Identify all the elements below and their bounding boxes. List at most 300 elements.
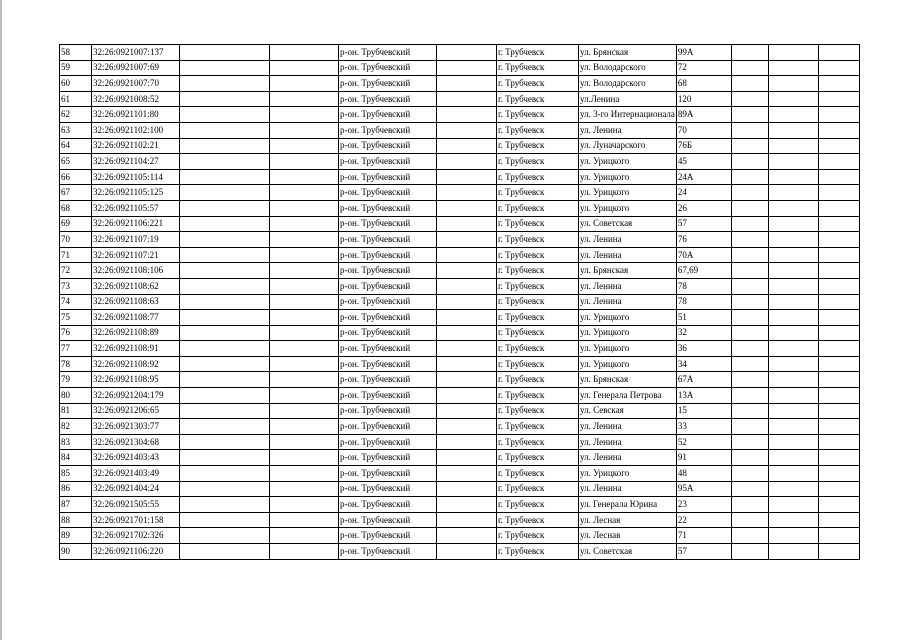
- empty-cell: [768, 388, 818, 404]
- cadastral-number-cell: 32:26:0921008:52: [92, 91, 180, 107]
- city-cell: г. Трубчевск: [497, 122, 579, 138]
- empty-cell: [180, 434, 270, 450]
- house-number-cell: 120: [676, 91, 731, 107]
- empty-cell: [180, 107, 270, 123]
- row-number-cell: 84: [60, 450, 92, 466]
- empty-cell: [731, 216, 768, 232]
- house-number-cell: 57: [676, 216, 731, 232]
- empty-cell: [818, 341, 859, 357]
- empty-cell: [818, 497, 859, 513]
- city-cell: г. Трубчевск: [497, 434, 579, 450]
- table-row: [60, 434, 860, 450]
- row-number-cell: 67: [60, 185, 92, 201]
- cadastral-number-cell: 32:26:0921105:125: [92, 185, 180, 201]
- row-number-cell: 58: [60, 45, 92, 61]
- empty-cell: [768, 45, 818, 61]
- empty-cell: [180, 544, 270, 560]
- house-number-cell: 99А: [676, 45, 731, 61]
- empty-cell: [270, 247, 339, 263]
- cadastral-number-cell: 32:26:0921108:89: [92, 325, 180, 341]
- district-cell: р-он. Трубчевский: [339, 294, 437, 310]
- city-cell: г. Трубчевск: [497, 497, 579, 513]
- empty-cell: [768, 419, 818, 435]
- table-row: [60, 388, 860, 404]
- cadastral-number-cell: 32:26:0921108:62: [92, 278, 180, 294]
- empty-cell: [180, 154, 270, 170]
- empty-cell: [270, 138, 339, 154]
- city-cell: г. Трубчевск: [497, 169, 579, 185]
- empty-cell: [768, 76, 818, 92]
- empty-cell: [768, 544, 818, 560]
- property-registry-table: [59, 44, 860, 560]
- table-row: [60, 325, 860, 341]
- district-cell: р-он. Трубчевский: [339, 169, 437, 185]
- city-cell: г. Трубчевск: [497, 278, 579, 294]
- table-row: [60, 419, 860, 435]
- district-cell: р-он. Трубчевский: [339, 263, 437, 279]
- empty-cell: [768, 356, 818, 372]
- empty-cell: [437, 200, 497, 216]
- row-number-cell: 72: [60, 263, 92, 279]
- row-number-cell: 81: [60, 403, 92, 419]
- cadastral-number-cell: 32:26:0921303:77: [92, 419, 180, 435]
- empty-cell: [270, 544, 339, 560]
- empty-cell: [437, 512, 497, 528]
- empty-cell: [818, 247, 859, 263]
- cadastral-number-cell: 32:26:0921102:21: [92, 138, 180, 154]
- empty-cell: [731, 341, 768, 357]
- row-number-cell: 74: [60, 294, 92, 310]
- empty-cell: [437, 232, 497, 248]
- empty-cell: [731, 481, 768, 497]
- house-number-cell: 71: [676, 528, 731, 544]
- city-cell: г. Трубчевск: [497, 138, 579, 154]
- street-cell: ул. Брянская: [579, 45, 677, 61]
- house-number-cell: 48: [676, 466, 731, 482]
- district-cell: р-он. Трубчевский: [339, 200, 437, 216]
- empty-cell: [818, 388, 859, 404]
- house-number-cell: 70: [676, 122, 731, 138]
- empty-cell: [437, 107, 497, 123]
- empty-cell: [270, 107, 339, 123]
- empty-cell: [818, 278, 859, 294]
- street-cell: ул. Урицкого: [579, 341, 677, 357]
- empty-cell: [270, 466, 339, 482]
- empty-cell: [818, 434, 859, 450]
- empty-cell: [768, 325, 818, 341]
- empty-cell: [768, 169, 818, 185]
- city-cell: г. Трубчевск: [497, 263, 579, 279]
- cadastral-number-cell: 32:26:0921304:68: [92, 434, 180, 450]
- house-number-cell: 52: [676, 434, 731, 450]
- empty-cell: [731, 91, 768, 107]
- district-cell: р-он. Трубчевский: [339, 356, 437, 372]
- cadastral-number-cell: 32:26:0921107:21: [92, 247, 180, 263]
- city-cell: г. Трубчевск: [497, 294, 579, 310]
- cadastral-number-cell: 32:26:0921505:55: [92, 497, 180, 513]
- empty-cell: [731, 434, 768, 450]
- empty-cell: [818, 466, 859, 482]
- empty-cell: [270, 528, 339, 544]
- empty-cell: [731, 232, 768, 248]
- empty-cell: [180, 403, 270, 419]
- street-cell: ул. Луначарского: [579, 138, 677, 154]
- empty-cell: [270, 310, 339, 326]
- empty-cell: [818, 45, 859, 61]
- empty-cell: [768, 91, 818, 107]
- table-row: [60, 278, 860, 294]
- cadastral-number-cell: 32:26:0921107:19: [92, 232, 180, 248]
- empty-cell: [437, 528, 497, 544]
- empty-cell: [180, 372, 270, 388]
- empty-cell: [768, 60, 818, 76]
- empty-cell: [818, 419, 859, 435]
- cadastral-number-cell: 32:26:0921007:70: [92, 76, 180, 92]
- empty-cell: [818, 325, 859, 341]
- empty-cell: [437, 263, 497, 279]
- house-number-cell: 36: [676, 341, 731, 357]
- empty-cell: [270, 154, 339, 170]
- empty-cell: [818, 216, 859, 232]
- empty-cell: [180, 263, 270, 279]
- table-row: [60, 232, 860, 248]
- empty-cell: [731, 154, 768, 170]
- empty-cell: [437, 91, 497, 107]
- empty-cell: [180, 60, 270, 76]
- cadastral-number-cell: 32:26:0921105:57: [92, 200, 180, 216]
- table-row: [60, 403, 860, 419]
- city-cell: г. Трубчевск: [497, 232, 579, 248]
- street-cell: ул. Ленина: [579, 122, 677, 138]
- cadastral-number-cell: 32:26:0921007:69: [92, 60, 180, 76]
- cadastral-number-cell: 32:26:0921404:24: [92, 481, 180, 497]
- street-cell: ул. Урицкого: [579, 310, 677, 326]
- empty-cell: [437, 388, 497, 404]
- street-cell: ул. Севская: [579, 403, 677, 419]
- district-cell: р-он. Трубчевский: [339, 466, 437, 482]
- empty-cell: [180, 497, 270, 513]
- row-number-cell: 71: [60, 247, 92, 263]
- table-row: [60, 263, 860, 279]
- empty-cell: [768, 372, 818, 388]
- city-cell: г. Трубчевск: [497, 356, 579, 372]
- empty-cell: [270, 76, 339, 92]
- cadastral-number-cell: 32:26:0921108:92: [92, 356, 180, 372]
- district-cell: р-он. Трубчевский: [339, 107, 437, 123]
- empty-cell: [768, 216, 818, 232]
- district-cell: р-он. Трубчевский: [339, 45, 437, 61]
- empty-cell: [818, 403, 859, 419]
- street-cell: ул. Советская: [579, 216, 677, 232]
- district-cell: р-он. Трубчевский: [339, 450, 437, 466]
- empty-cell: [731, 403, 768, 419]
- empty-cell: [818, 76, 859, 92]
- street-cell: ул. Ленина: [579, 278, 677, 294]
- house-number-cell: 33: [676, 419, 731, 435]
- table-row: [60, 341, 860, 357]
- district-cell: р-он. Трубчевский: [339, 372, 437, 388]
- empty-cell: [731, 512, 768, 528]
- empty-cell: [270, 512, 339, 528]
- district-cell: р-он. Трубчевский: [339, 403, 437, 419]
- empty-cell: [768, 278, 818, 294]
- row-number-cell: 90: [60, 544, 92, 560]
- empty-cell: [731, 466, 768, 482]
- table-row: [60, 60, 860, 76]
- city-cell: г. Трубчевск: [497, 60, 579, 76]
- house-number-cell: 76: [676, 232, 731, 248]
- house-number-cell: 78: [676, 278, 731, 294]
- empty-cell: [180, 122, 270, 138]
- empty-cell: [768, 122, 818, 138]
- empty-cell: [437, 310, 497, 326]
- city-cell: г. Трубчевск: [497, 544, 579, 560]
- empty-cell: [818, 310, 859, 326]
- district-cell: р-он. Трубчевский: [339, 512, 437, 528]
- row-number-cell: 61: [60, 91, 92, 107]
- empty-cell: [731, 138, 768, 154]
- cadastral-number-cell: 32:26:0921108:106: [92, 263, 180, 279]
- street-cell: ул. Ленина: [579, 481, 677, 497]
- empty-cell: [437, 169, 497, 185]
- row-number-cell: 87: [60, 497, 92, 513]
- empty-cell: [768, 512, 818, 528]
- empty-cell: [270, 419, 339, 435]
- empty-cell: [437, 466, 497, 482]
- district-cell: р-он. Трубчевский: [339, 497, 437, 513]
- empty-cell: [768, 341, 818, 357]
- empty-cell: [437, 185, 497, 201]
- street-cell: ул. Володарского: [579, 60, 677, 76]
- empty-cell: [818, 169, 859, 185]
- table-row: [60, 138, 860, 154]
- city-cell: г. Трубчевск: [497, 512, 579, 528]
- empty-cell: [437, 45, 497, 61]
- row-number-cell: 63: [60, 122, 92, 138]
- empty-cell: [768, 403, 818, 419]
- street-cell: ул. Урицкого: [579, 356, 677, 372]
- empty-cell: [437, 278, 497, 294]
- city-cell: г. Трубчевск: [497, 107, 579, 123]
- table-row: [60, 169, 860, 185]
- empty-cell: [731, 122, 768, 138]
- empty-cell: [180, 169, 270, 185]
- empty-cell: [818, 154, 859, 170]
- district-cell: р-он. Трубчевский: [339, 481, 437, 497]
- house-number-cell: 34: [676, 356, 731, 372]
- table-row: [60, 76, 860, 92]
- cadastral-number-cell: 32:26:0921403:43: [92, 450, 180, 466]
- row-number-cell: 76: [60, 325, 92, 341]
- empty-cell: [270, 91, 339, 107]
- empty-cell: [180, 45, 270, 61]
- empty-cell: [437, 247, 497, 263]
- empty-cell: [437, 154, 497, 170]
- empty-cell: [731, 76, 768, 92]
- empty-cell: [768, 263, 818, 279]
- table-row: [60, 450, 860, 466]
- table-row: [60, 544, 860, 560]
- street-cell: ул. Урицкого: [579, 200, 677, 216]
- house-number-cell: 91: [676, 450, 731, 466]
- street-cell: ул. Ленина: [579, 450, 677, 466]
- empty-cell: [180, 388, 270, 404]
- house-number-cell: 76Б: [676, 138, 731, 154]
- city-cell: г. Трубчевск: [497, 91, 579, 107]
- street-cell: ул. Урицкого: [579, 169, 677, 185]
- district-cell: р-он. Трубчевский: [339, 185, 437, 201]
- cadastral-number-cell: 32:26:0921403:49: [92, 466, 180, 482]
- street-cell: ул. Генерала Петрова: [579, 388, 677, 404]
- empty-cell: [180, 232, 270, 248]
- district-cell: р-он. Трубчевский: [339, 138, 437, 154]
- empty-cell: [818, 60, 859, 76]
- empty-cell: [270, 232, 339, 248]
- house-number-cell: 95А: [676, 481, 731, 497]
- street-cell: ул. Брянская: [579, 263, 677, 279]
- empty-cell: [270, 356, 339, 372]
- district-cell: р-он. Трубчевский: [339, 544, 437, 560]
- empty-cell: [768, 294, 818, 310]
- empty-cell: [818, 138, 859, 154]
- empty-cell: [818, 122, 859, 138]
- empty-cell: [270, 372, 339, 388]
- table-row: [60, 154, 860, 170]
- empty-cell: [437, 138, 497, 154]
- house-number-cell: 23: [676, 497, 731, 513]
- table-row: [60, 294, 860, 310]
- empty-cell: [768, 310, 818, 326]
- cadastral-number-cell: 32:26:0921108:91: [92, 341, 180, 357]
- empty-cell: [180, 528, 270, 544]
- district-cell: р-он. Трубчевский: [339, 310, 437, 326]
- empty-cell: [768, 497, 818, 513]
- row-number-cell: 70: [60, 232, 92, 248]
- empty-cell: [437, 481, 497, 497]
- row-number-cell: 64: [60, 138, 92, 154]
- city-cell: г. Трубчевск: [497, 185, 579, 201]
- empty-cell: [437, 60, 497, 76]
- table-row: [60, 356, 860, 372]
- empty-cell: [270, 278, 339, 294]
- house-number-cell: 70А: [676, 247, 731, 263]
- cadastral-number-cell: 32:26:0921106:220: [92, 544, 180, 560]
- empty-cell: [437, 372, 497, 388]
- empty-cell: [818, 450, 859, 466]
- empty-cell: [180, 138, 270, 154]
- table-row: [60, 247, 860, 263]
- street-cell: ул.Ленина: [579, 91, 677, 107]
- street-cell: ул. Ленина: [579, 434, 677, 450]
- empty-cell: [731, 294, 768, 310]
- row-number-cell: 60: [60, 76, 92, 92]
- table-row: [60, 107, 860, 123]
- district-cell: р-он. Трубчевский: [339, 247, 437, 263]
- empty-cell: [437, 325, 497, 341]
- house-number-cell: 13А: [676, 388, 731, 404]
- empty-cell: [270, 341, 339, 357]
- row-number-cell: 79: [60, 372, 92, 388]
- empty-cell: [270, 169, 339, 185]
- empty-cell: [731, 185, 768, 201]
- table-row: [60, 310, 860, 326]
- street-cell: ул. Ленина: [579, 247, 677, 263]
- scan-edge-line: [0, 0, 2, 640]
- street-cell: ул. Ленина: [579, 232, 677, 248]
- empty-cell: [270, 216, 339, 232]
- district-cell: р-он. Трубчевский: [339, 325, 437, 341]
- empty-cell: [731, 356, 768, 372]
- empty-cell: [768, 185, 818, 201]
- empty-cell: [180, 450, 270, 466]
- city-cell: г. Трубчевск: [497, 481, 579, 497]
- empty-cell: [270, 450, 339, 466]
- empty-cell: [731, 388, 768, 404]
- empty-cell: [180, 356, 270, 372]
- empty-cell: [180, 294, 270, 310]
- table-row: [60, 200, 860, 216]
- house-number-cell: 26: [676, 200, 731, 216]
- empty-cell: [437, 403, 497, 419]
- empty-cell: [731, 450, 768, 466]
- street-cell: ул. Советская: [579, 544, 677, 560]
- house-number-cell: 78: [676, 294, 731, 310]
- empty-cell: [180, 512, 270, 528]
- empty-cell: [270, 481, 339, 497]
- empty-cell: [180, 278, 270, 294]
- city-cell: г. Трубчевск: [497, 154, 579, 170]
- empty-cell: [180, 419, 270, 435]
- row-number-cell: 59: [60, 60, 92, 76]
- row-number-cell: 86: [60, 481, 92, 497]
- empty-cell: [818, 294, 859, 310]
- table-row: [60, 512, 860, 528]
- district-cell: р-он. Трубчевский: [339, 528, 437, 544]
- house-number-cell: 24А: [676, 169, 731, 185]
- city-cell: г. Трубчевск: [497, 388, 579, 404]
- row-number-cell: 80: [60, 388, 92, 404]
- house-number-cell: 72: [676, 60, 731, 76]
- district-cell: р-он. Трубчевский: [339, 122, 437, 138]
- house-number-cell: 32: [676, 325, 731, 341]
- empty-cell: [818, 263, 859, 279]
- row-number-cell: 78: [60, 356, 92, 372]
- row-number-cell: 89: [60, 528, 92, 544]
- row-number-cell: 62: [60, 107, 92, 123]
- city-cell: г. Трубчевск: [497, 247, 579, 263]
- empty-cell: [180, 200, 270, 216]
- empty-cell: [768, 466, 818, 482]
- district-cell: р-он. Трубчевский: [339, 154, 437, 170]
- street-cell: ул. Урицкого: [579, 154, 677, 170]
- empty-cell: [731, 419, 768, 435]
- empty-cell: [437, 294, 497, 310]
- empty-cell: [818, 185, 859, 201]
- table-row: [60, 528, 860, 544]
- empty-cell: [731, 278, 768, 294]
- empty-cell: [731, 263, 768, 279]
- table-row: [60, 185, 860, 201]
- empty-cell: [731, 372, 768, 388]
- row-number-cell: 69: [60, 216, 92, 232]
- cadastral-number-cell: 32:26:0921106:221: [92, 216, 180, 232]
- empty-cell: [768, 481, 818, 497]
- registry-table-body: [60, 45, 860, 560]
- empty-cell: [818, 372, 859, 388]
- empty-cell: [731, 60, 768, 76]
- street-cell: ул. Лесная: [579, 528, 677, 544]
- row-number-cell: 68: [60, 200, 92, 216]
